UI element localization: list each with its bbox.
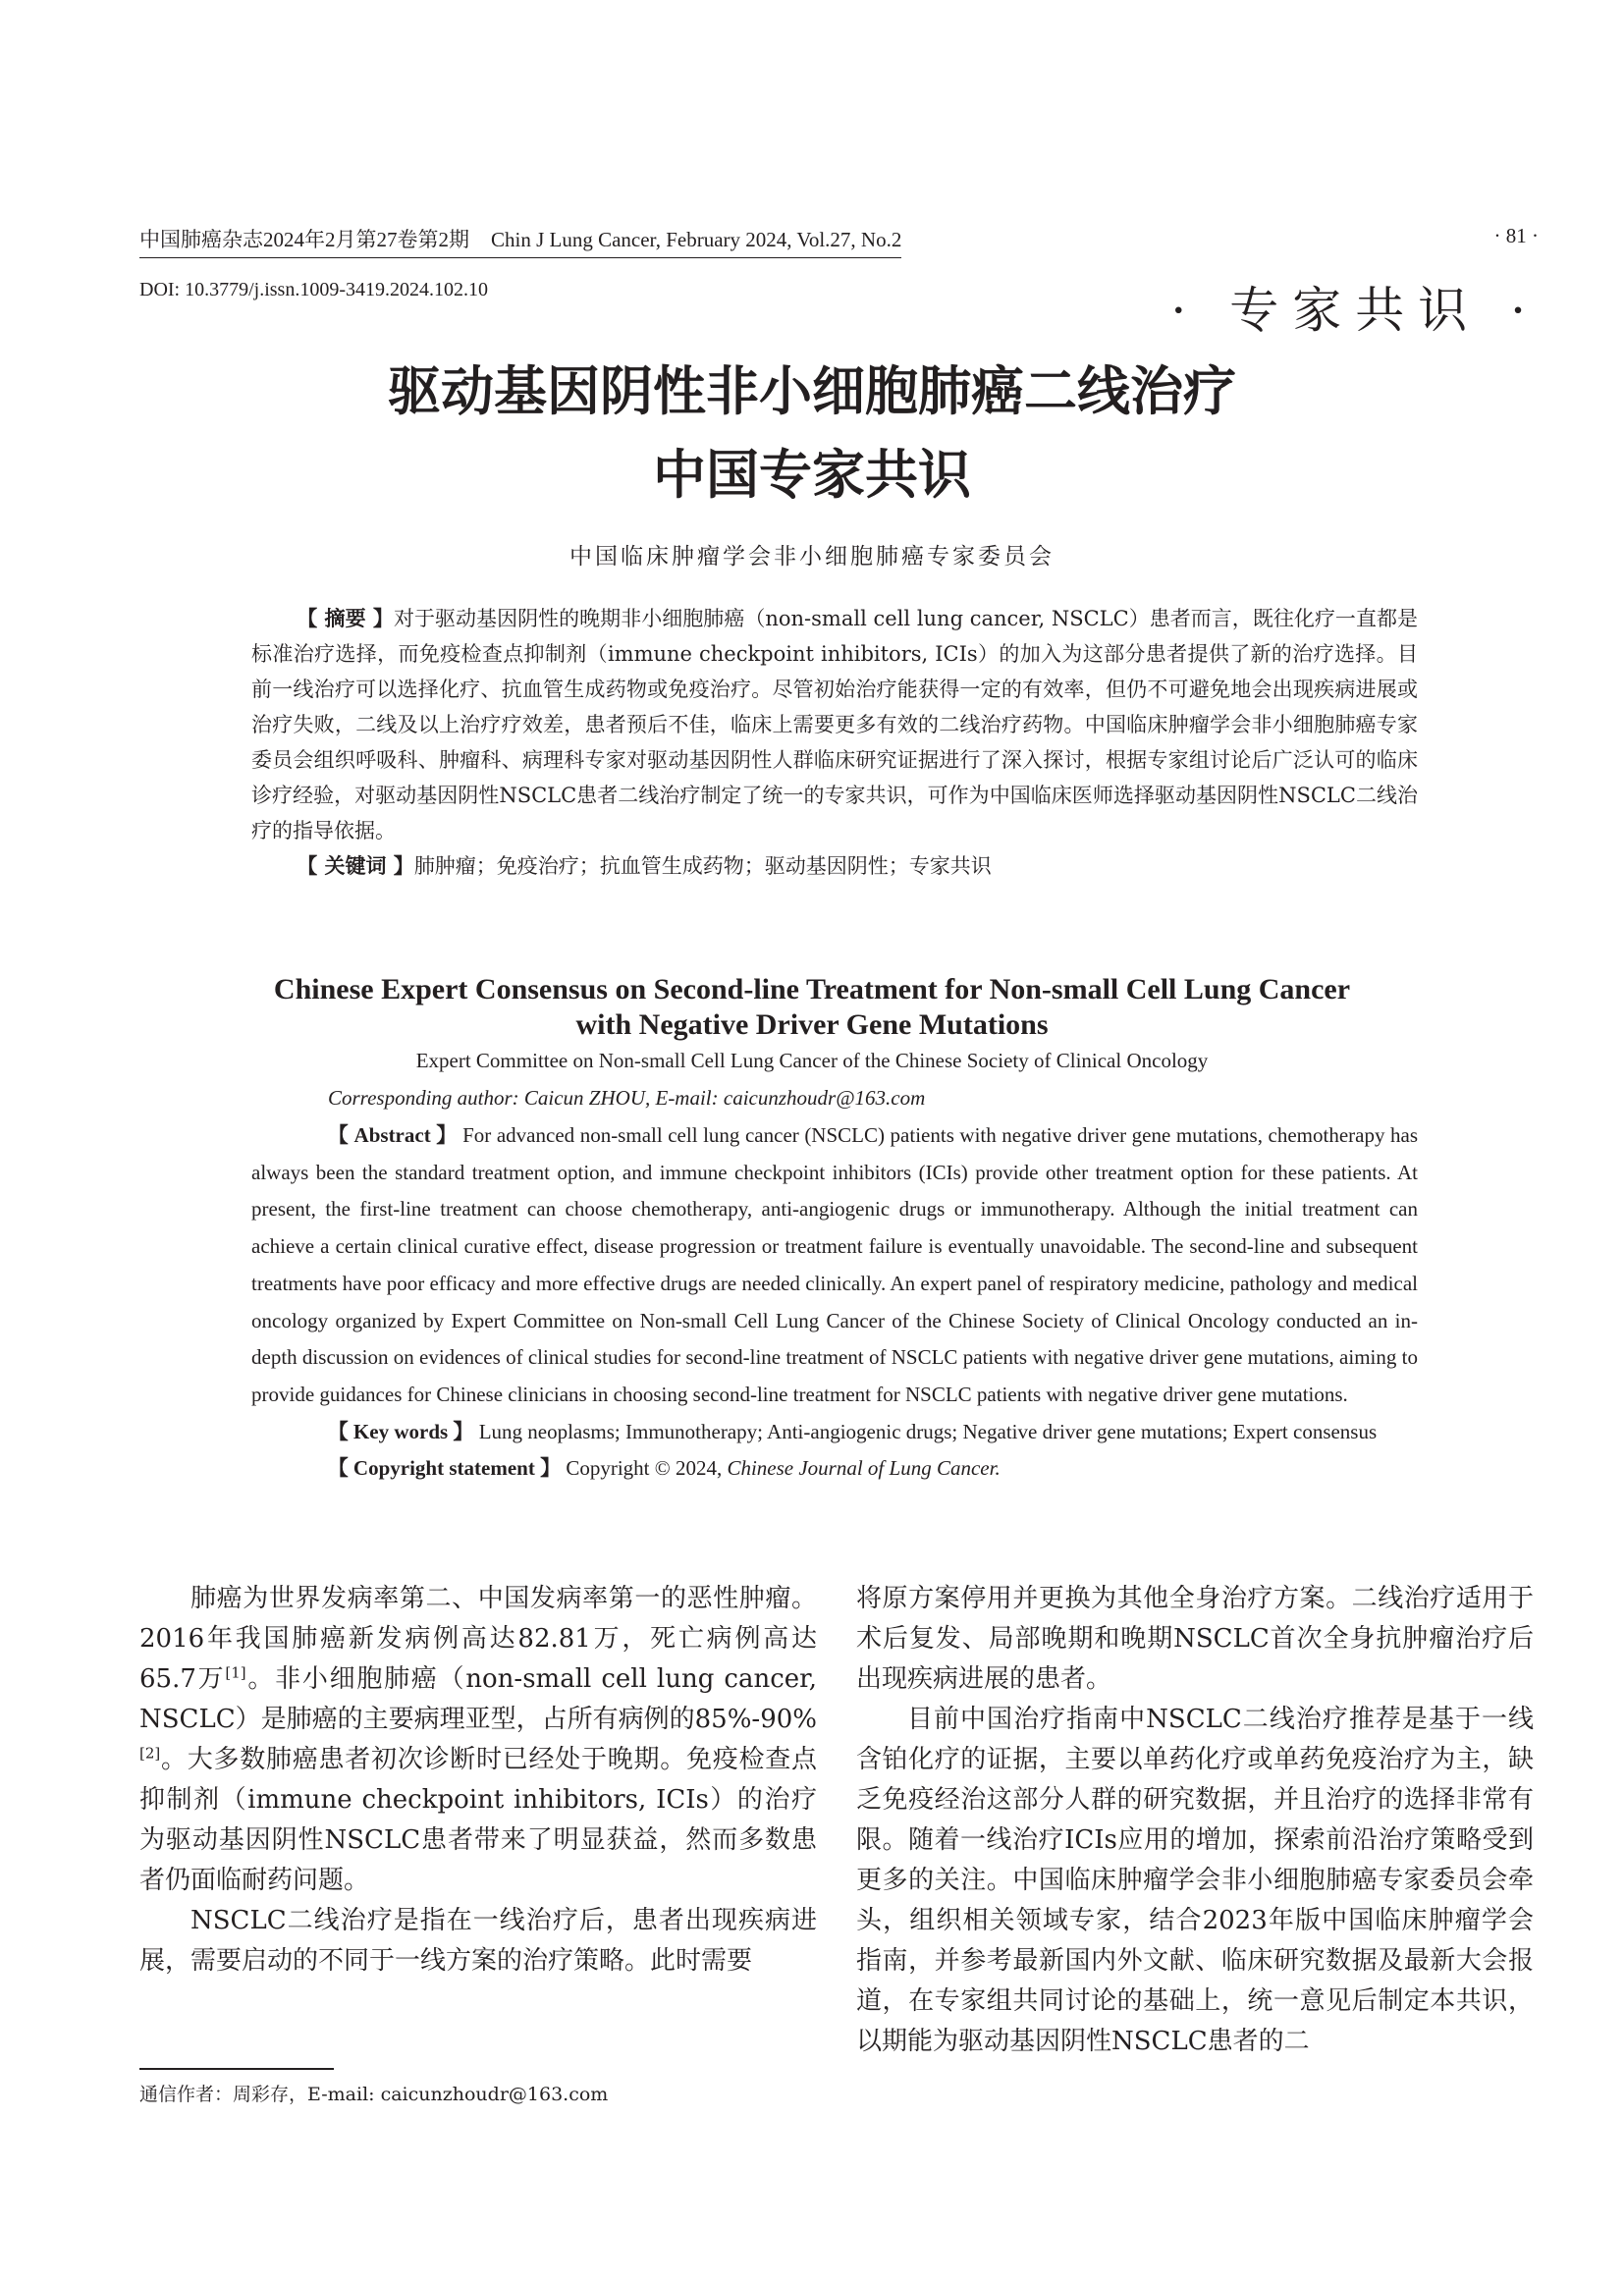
- title-cn-line-2: 中国专家共识: [653, 444, 971, 506]
- footnote-corresponding: 通信作者：周彩存，E-mail: caicunzhoudr@163.com: [139, 2084, 609, 2105]
- author-organization-cn: 中国临床肿瘤学会非小细胞肺癌专家委员会: [569, 544, 1055, 570]
- journal-name-cn: 中国肺癌杂志2024年2月第27卷第2期: [139, 228, 469, 251]
- body-column-right: [856, 1579, 1534, 2062]
- abstract-cn-paragraph: [251, 601, 1418, 848]
- article-title-cn: [0, 350, 1624, 516]
- keywords-cn: [251, 848, 1418, 884]
- page-number: · 81 ·: [1493, 224, 1539, 247]
- abstract-cn-label: 【 摘要 】: [297, 607, 394, 630]
- abstract-en: [251, 1117, 1418, 1488]
- keywords-en-text: Lung neoplasms; Immunotherapy; Anti-angiogenic drugs; Negative driver gene mutations; Expert consensus: [478, 1419, 1378, 1443]
- body-text: 。非小细胞肺癌（non-small cell lung cancer, NSCLC）是肺癌的主要病理亚型，占所有病例的85%-90%: [139, 1664, 817, 1734]
- copyright-text: Copyright © 2024,: [566, 1456, 723, 1481]
- body-column-left: [139, 1579, 817, 1982]
- title-cn-line-1: 驱动基因阴性非小细胞肺癌二线治疗: [388, 360, 1236, 422]
- abstract-cn: [251, 601, 1418, 884]
- copyright-journal: Chinese Journal of Lung Cancer.: [727, 1456, 1001, 1481]
- keywords-cn-label: 【 关键词 】: [297, 854, 414, 878]
- keywords-en-label: 【 Key words 】: [327, 1419, 474, 1443]
- keywords-cn-text: 肺肿瘤；免疫治疗；抗血管生成药物；驱动基因阴性；专家共识: [413, 854, 992, 878]
- running-head: [139, 224, 1539, 258]
- keywords-en: [251, 1414, 1418, 1451]
- doi: DOI: 10.3779/j.issn.1009-3419.2024.102.10: [139, 279, 488, 300]
- abstract-cn-text: 对于驱动基因阴性的晚期非小细胞肺癌（non-small cell lung cancer, NSCLC）患者而言，既往化疗一直都是标准治疗选择，而免疫检查点抑制剂（immune checkpoint inhibitors, ICIs）的加入为这部分患者提供了新的治疗选择。目前一线治疗可以选择化疗、抗血管生成药物或免疫治疗。尽管初始治疗能获得一定的有效率，但仍不可避免地会出现疾病进展或治疗失败，二线及以上治疗疗效差，患者预后不佳，临床上需要更多有效的二线治疗药物。中国临床肿瘤学会非小细胞肺癌专家委员会组织呼吸科、肿瘤科、病理科专家对驱动基因阴性人群临床研究证据进行了深入探讨，根据专家组讨论后广泛认可的临床诊疗经验，对驱动基因阴性NSCLC患者二线治疗制定了统一的专家共识，可作为中国临床医师选择驱动基因阴性NSCLC二线治疗的指导依据。: [251, 607, 1418, 842]
- body-paragraph: NSCLC二线治疗是指在一线治疗后，患者出现疾病进展，需要启动的不同于一线方案的治疗策略。此时需要: [139, 1906, 817, 1976]
- abstract-en-label: 【 Abstract 】: [327, 1123, 458, 1147]
- abstract-en-text: For advanced non-small cell lung cancer (NSCLC) patients with negative driver gene mutations, chemotherapy has always been the standard treatment option, and immune checkpoint inhibitors (ICIs) provide other treatment option for these patients. At present, the first-line treatment can choose chemotherapy, anti-angiogenic drugs or immunotherapy. Although the initial treatment can achieve a certain clinical curative effect, disease progression or treatment failure is eventually unavoidable. The second-line and subsequent treatments have poor efficacy and more effective drugs are needed clinically. An expert panel of respiratory medicine, pathology and medical oncology organized by Expert Committee on Non-small Cell Lung Cancer of the Chinese Society of Clinical Oncology conducted an in-depth discussion on evidences of clinical studies for second-line treatment of NSCLC patients with negative driver gene mutations, aiming to provide guidances for Chinese clinicians in choosing second-line treatment for NSCLC patients with negative driver gene mutations.: [251, 1123, 1419, 1406]
- body-text: 。大多数肺癌患者初次诊断时已经处于晚期。免疫检查点抑制剂（immune checkpoint inhibitors, ICIs）的治疗为驱动基因阴性NSCLC患者带来了明显获益，然而多数患者仍面临耐药问题。: [139, 1745, 817, 1895]
- section-label: · 专家共识 ·: [1170, 282, 1540, 339]
- running-head-journal: [139, 224, 901, 258]
- copyright-statement: [251, 1450, 1418, 1488]
- author-committee-en: Expert Committee on Non-small Cell Lung Cancer of the Chinese Society of Clinical Oncology: [415, 1049, 1209, 1072]
- footnote-divider: [139, 2068, 334, 2070]
- body-paragraph: [139, 1579, 817, 1901]
- journal-name-en: Chin J Lung Cancer, February 2024, Vol.27, No.2: [491, 228, 902, 251]
- body-paragraph: 目前中国治疗指南中NSCLC二线治疗推荐是基于一线含铂化疗的证据，主要以单药化疗或单药免疫治疗为主，缺乏免疫经治这部分人群的研究数据，并且治疗的选择非常有限。随着一线治疗ICIs应用的增加，探索前沿治疗策略受到更多的关注。中国临床肿瘤学会非小细胞肺癌专家委员会牵头，组织相关领域专家，结合2023年版中国临床肿瘤学会指南，并参考最新国内外文献、临床研究数据及最新大会报道，在专家组共同讨论的基础上，统一意见后制定本共识，以期能为驱动基因阴性NSCLC患者的二: [856, 1705, 1534, 2056]
- copyright-label: 【 Copyright statement 】: [327, 1456, 562, 1481]
- title-en-line-2: with Negative Driver Gene Mutations: [575, 1008, 1049, 1041]
- citation-ref[interactable]: [2]: [139, 1744, 161, 1763]
- title-en-line-1: Chinese Expert Consensus on Second-line Treatment for Non-small Cell Lung Cancer: [273, 973, 1351, 1005]
- body-text: 肺癌为世界发病率第二、中国发病率第一的恶性肿瘤。2016年我国肺癌新发病例高达82.81万，死亡病例高达65.7万: [139, 1584, 817, 1694]
- corresponding-author: Corresponding author: Caicun ZHOU, E-mail: caicunzhoudr@163.com: [328, 1086, 926, 1110]
- citation-ref[interactable]: [1]: [225, 1663, 246, 1682]
- abstract-en-paragraph: [251, 1117, 1418, 1414]
- body-paragraph: 将原方案停用并更换为其他全身治疗方案。二线治疗适用于术后复发、局部晚期和晚期NSCLC首次全身抗肿瘤治疗后出现疾病进展的患者。: [856, 1584, 1534, 1694]
- article-title-en: [0, 972, 1624, 1043]
